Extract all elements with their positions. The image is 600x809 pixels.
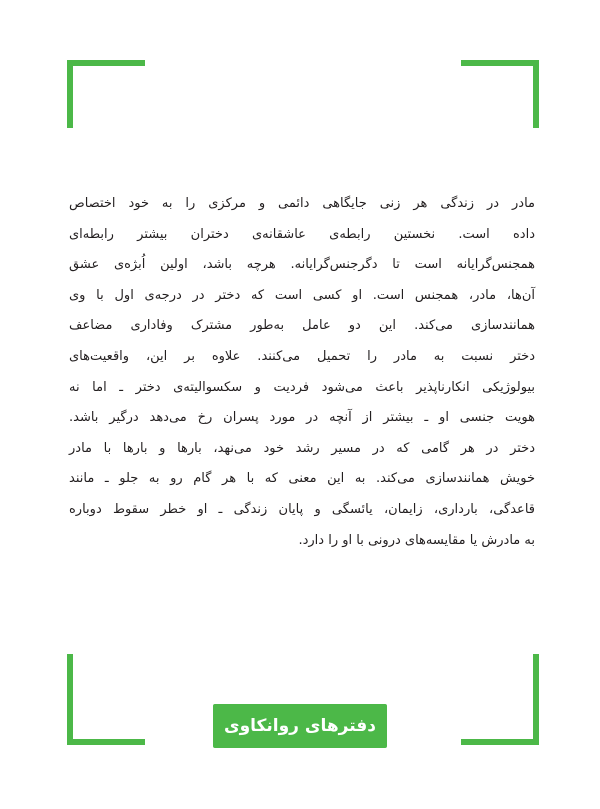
paragraph-line: همانندسازی می‌کند. این دو عامل به‌طور مشترک وفاداری مضاعف — [69, 318, 535, 334]
paragraph-line: داده است. نخستین رابطه‌ی عاشقانه‌ی دختران بیشتر رابطه‌ای — [69, 226, 535, 242]
brand-badge: دفترهای روانکاوی — [213, 704, 387, 748]
paragraph-line: دختر در هر گامی که در مسیر رشد خود می‌نهد، بارها و بارها با مادر — [69, 440, 535, 456]
frame-corner-bottom-left — [67, 654, 145, 745]
paragraph-line: به مادرش یا مقایسه‌های درونی با او را دارد. — [298, 532, 535, 548]
frame-corner-top-left — [67, 60, 145, 128]
paragraph-line: بیولوژیکی انکارناپذیر باعث می‌شود فردیت و سکسوالیته‌ی دختر ـ اما نه — [69, 379, 535, 395]
paragraph-line: خویش همانندسازی می‌کند. به این معنی که با هر گام رو به جلو ـ مانند — [69, 471, 535, 487]
paragraph-line: قاعدگی، بارداری، زایمان، یائسگی و پایان زندگی ـ او خطر سقوط دوباره — [69, 501, 535, 517]
paragraph-line: هویت جنسی او ـ بیشتر از آنچه در مورد پسران رخ می‌دهد درگیر باشد. — [69, 410, 535, 426]
paragraph-line: مادر در زندگی هر زنی جایگاهی دائمی و مرکزی را به خود اختصاص — [69, 196, 535, 211]
paragraph-line: آن‌ها، مادر، همجنس است. او کسی است که دختر در درجه‌ی اول با وی — [69, 287, 535, 303]
paragraph-line: همجنس‌گرایانه است تا دگرجنس‌گرایانه. هرچه باشد، اولین اُبژه‌ی عشق — [69, 257, 535, 273]
paragraph-line: دختر نسبت به مادر را تحمیل می‌کنند. علاوه بر این، واقعیت‌های — [69, 348, 535, 364]
quote-paragraph — [69, 189, 535, 556]
frame-corner-top-right — [461, 60, 539, 128]
frame-corner-bottom-right — [461, 654, 539, 745]
